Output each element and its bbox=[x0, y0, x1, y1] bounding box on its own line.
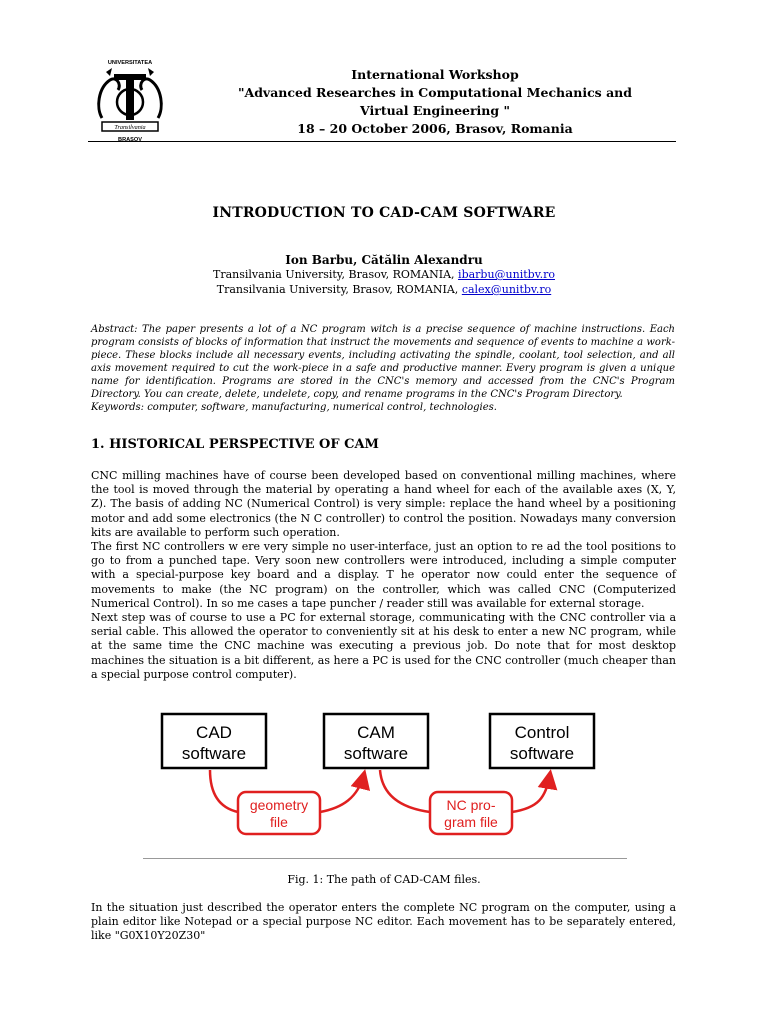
control-software-box bbox=[490, 714, 594, 768]
control-box-line1: Control bbox=[514, 723, 570, 742]
affiliation-2 bbox=[0, 283, 768, 296]
nc-label-line2: gram file bbox=[444, 814, 498, 830]
paper-title: INTRODUCTION TO CAD-CAM SOFTWARE bbox=[212, 205, 556, 221]
logo-top-text: UNIVERSITATEA bbox=[107, 60, 153, 66]
section-body-continued bbox=[91, 901, 676, 944]
arrow-geometry-to-cam bbox=[320, 774, 364, 812]
cad-box-line1: CAD bbox=[196, 723, 232, 742]
geometry-label-line1: geometry bbox=[249, 797, 309, 813]
affiliation-2-text: Transilvania University, Brasov, ROMANIA, bbox=[216, 283, 462, 296]
conference-header bbox=[200, 66, 670, 138]
logo-bottom-text: BRAŞOV bbox=[118, 137, 142, 143]
arrow-ncfile-to-control bbox=[512, 774, 550, 812]
header-divider bbox=[88, 141, 676, 142]
arrow-cam-to-ncfile bbox=[380, 770, 430, 812]
section-body bbox=[91, 469, 676, 682]
keywords: Keywords: computer, software, manufacturing, numerical control, technologies. bbox=[91, 402, 497, 413]
control-box-line2: software bbox=[509, 744, 575, 763]
affiliation-1 bbox=[0, 268, 768, 281]
abstract-text: Abstract: The paper presents a lot of a NC program witch is a precise sequence of machine instructions. Each program consists of blocks of information that instruct the movements and sequence of events to machine a work-piece. These blocks include all necessary events, including activating the spindle, coolant, tool selection, and all axis movement required to cut the work-piece in a safe and productive manner. Every program is given a unique name for identification. Programs are stored in the CNC's memory and accessed from the CNC's Program Directory. You can create, delete, undelete, copy, and rename programs in the CNC's Program Directory. bbox=[91, 324, 675, 400]
geometry-file-label bbox=[238, 792, 320, 834]
cam-box-line2: software bbox=[343, 744, 409, 763]
university-logo bbox=[92, 58, 168, 146]
affiliation-2-email-link[interactable]: calex@unitbv.ro bbox=[461, 283, 552, 296]
geometry-label-line2: file bbox=[270, 814, 288, 830]
header-line2: "Advanced Researches in Computational Mechanics and bbox=[237, 85, 633, 100]
paper-authors: Ion Barbu, Cătălin Alexandru bbox=[285, 253, 483, 267]
affiliation-1-text: Transilvania University, Brasov, ROMANIA, bbox=[213, 268, 459, 281]
logo-banner-text: Transilvania bbox=[114, 124, 146, 131]
figure-divider bbox=[143, 858, 627, 859]
header-line1: International Workshop bbox=[351, 67, 519, 82]
section-heading: 1. HISTORICAL PERSPECTIVE OF CAM bbox=[91, 437, 379, 452]
figure-caption: Fig. 1: The path of CAD-CAM files. bbox=[287, 873, 481, 886]
nc-program-file-label bbox=[430, 792, 512, 834]
nc-label-line1: NC pro- bbox=[446, 797, 496, 813]
header-line3: Virtual Engineering " bbox=[360, 103, 510, 118]
cam-box-line1: CAM bbox=[357, 723, 395, 742]
cad-software-box bbox=[162, 714, 266, 768]
cad-cam-diagram bbox=[150, 700, 630, 850]
paragraph-4: In the situation just described the operator enters the complete NC program on the computer, using a plain editor like Notepad or a special purpose NC editor. Each movement has to be separately entered, like "G0X10Y20Z30" bbox=[91, 901, 676, 943]
paragraph-1: CNC milling machines have of course been developed based on conventional milling machines, where the tool is moved through the material by operating a hand wheel for each of the available axes (X, Y, Z). The basis of adding NC (Numerical Control) is very simple: replace the hand wheel by a positioning motor and add some electronics (the N C controller) to control the position. Nowadays many conversion kits are available to perform such operation. bbox=[91, 469, 676, 539]
arrow-cad-to-geometry bbox=[210, 770, 238, 812]
paragraph-2: The first NC controllers w ere very simple no user-interface, just an option to re ad the tool positions to go to from a punched tape. Very soon new controllers were introduced, including a simple computer with a special-purpose key board and a display. T he operator now could enter the sequence of movements to make (the NC program) on the controller, which was called CNC (Computerized Numerical Control). In so me cases a tape puncher / reader still was available for external storage. bbox=[91, 540, 676, 610]
paragraph-3: Next step was of course to use a PC for external storage, communicating with the CNC controller via a serial cable. This allowed the operator to conveniently sit at his desk to enter a new NC program, while at the same time the CNC machine was executing a previous job. Do note that for most desktop machines the situation is a bit different, as here a PC is used for the CNC controller (much cheaper than a special purpose control computer). bbox=[91, 611, 676, 681]
abstract bbox=[91, 323, 675, 414]
cad-box-line2: software bbox=[181, 744, 247, 763]
header-line4: 18 – 20 October 2006, Brasov, Romania bbox=[297, 121, 573, 136]
cam-software-box bbox=[324, 714, 428, 768]
affiliation-1-email-link[interactable]: ibarbu@unitbv.ro bbox=[458, 268, 555, 281]
